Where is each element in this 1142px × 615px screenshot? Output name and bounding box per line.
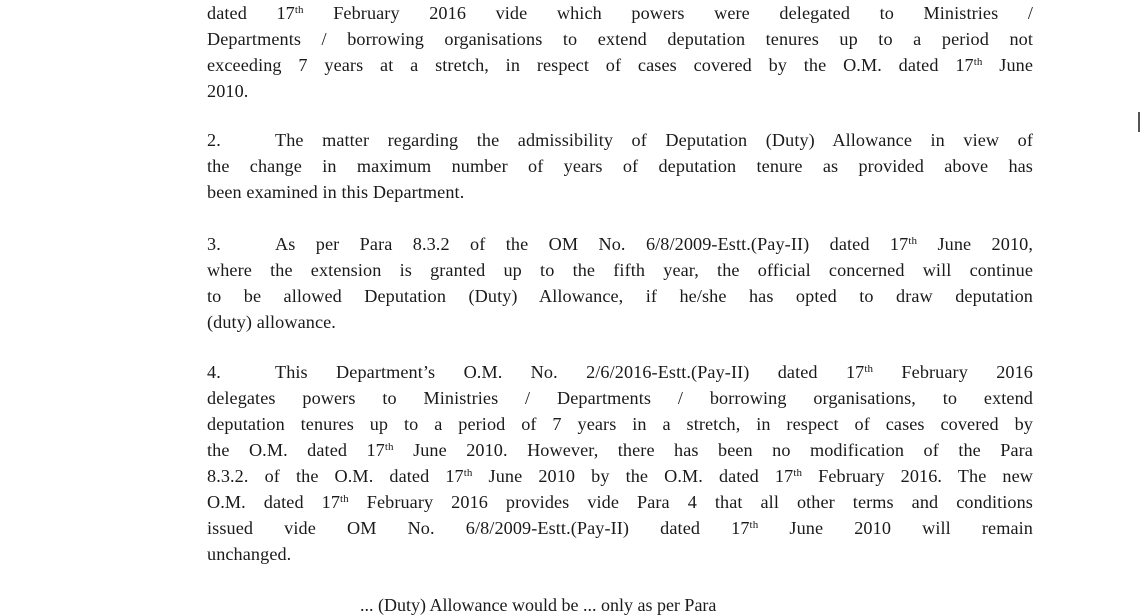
- paragraph-number: 4.: [207, 362, 221, 382]
- paragraph-2: [207, 127, 1033, 205]
- paragraph-number: 2.: [207, 130, 221, 150]
- text-line: been examined in this Department.: [207, 182, 465, 202]
- text-line: dated 17th February 2016 vide which powers were delegated to Ministries /: [207, 3, 1034, 23]
- paragraph-number: 3.: [207, 234, 221, 254]
- ordinal-suffix: th: [463, 467, 473, 479]
- ordinal-suffix: th: [973, 56, 983, 68]
- ordinal-suffix: th: [793, 467, 803, 479]
- ordinal-suffix: th: [384, 441, 394, 453]
- ordinal-suffix: th: [749, 519, 759, 531]
- text-line: 3. As per Para 8.3.2 of the OM No. 6/8/2009-Estt.(Pay-II) dated 17th June 2010,: [207, 231, 1033, 257]
- text-line: issued vide OM No. 6/8/2009-Estt.(Pay-II) dated 17th June 2010 will remain: [207, 518, 1033, 538]
- top-continuation-text: [207, 0, 1033, 104]
- ordinal-suffix: th: [864, 363, 874, 375]
- paragraph-3: [207, 231, 1033, 335]
- text-line: 8.3.2. of the O.M. dated 17th June 2010 by the O.M. dated 17th February 2016. The new: [207, 466, 1034, 486]
- text-line: deputation tenures up to a period of 7 years in a stretch, in respect of cases covered by: [207, 414, 1033, 434]
- ordinal-suffix: th: [340, 493, 349, 505]
- text-line: delegates powers to Ministries / Departments / borrowing organisations, to extend: [207, 388, 1033, 408]
- text-line: 2010.: [207, 81, 249, 101]
- text-line: to be allowed Deputation (Duty) Allowance, if he/she has opted to draw deputation: [207, 286, 1033, 306]
- text-line: the O.M. dated 17th June 2010. However, there has been no modification of the Para: [207, 440, 1033, 460]
- cut-off-bottom-line: ... (Duty) Allowance would be ... only as per Para: [360, 595, 717, 615]
- text-line: exceeding 7 years at a stretch, in respect of cases covered by the O.M. dated 17th June: [207, 55, 1034, 75]
- text-line: 2. The matter regarding the admissibility of Deputation (Duty) Allowance in view of: [207, 127, 1033, 153]
- ordinal-suffix: th: [294, 4, 304, 16]
- text-line: where the extension is granted up to the fifth year, the official concerned will continue: [207, 260, 1033, 280]
- paragraph-4: [207, 359, 1033, 567]
- text-line: Departments / borrowing organisations to extend deputation tenures up to a period not: [207, 29, 1033, 49]
- scan-edge-mark: [1138, 112, 1140, 132]
- ordinal-suffix: th: [908, 235, 918, 247]
- text-line: (duty) allowance.: [207, 312, 336, 332]
- text-line: O.M. dated 17th February 2016 provides vide Para 4 that all other terms and conditions: [207, 492, 1033, 512]
- text-line: 4. This Department’s O.M. No. 2/6/2016-Estt.(Pay-II) dated 17th February 2016: [207, 359, 1033, 385]
- text-line: the change in maximum number of years of deputation tenure as provided above has: [207, 156, 1033, 176]
- text-line: unchanged.: [207, 544, 292, 564]
